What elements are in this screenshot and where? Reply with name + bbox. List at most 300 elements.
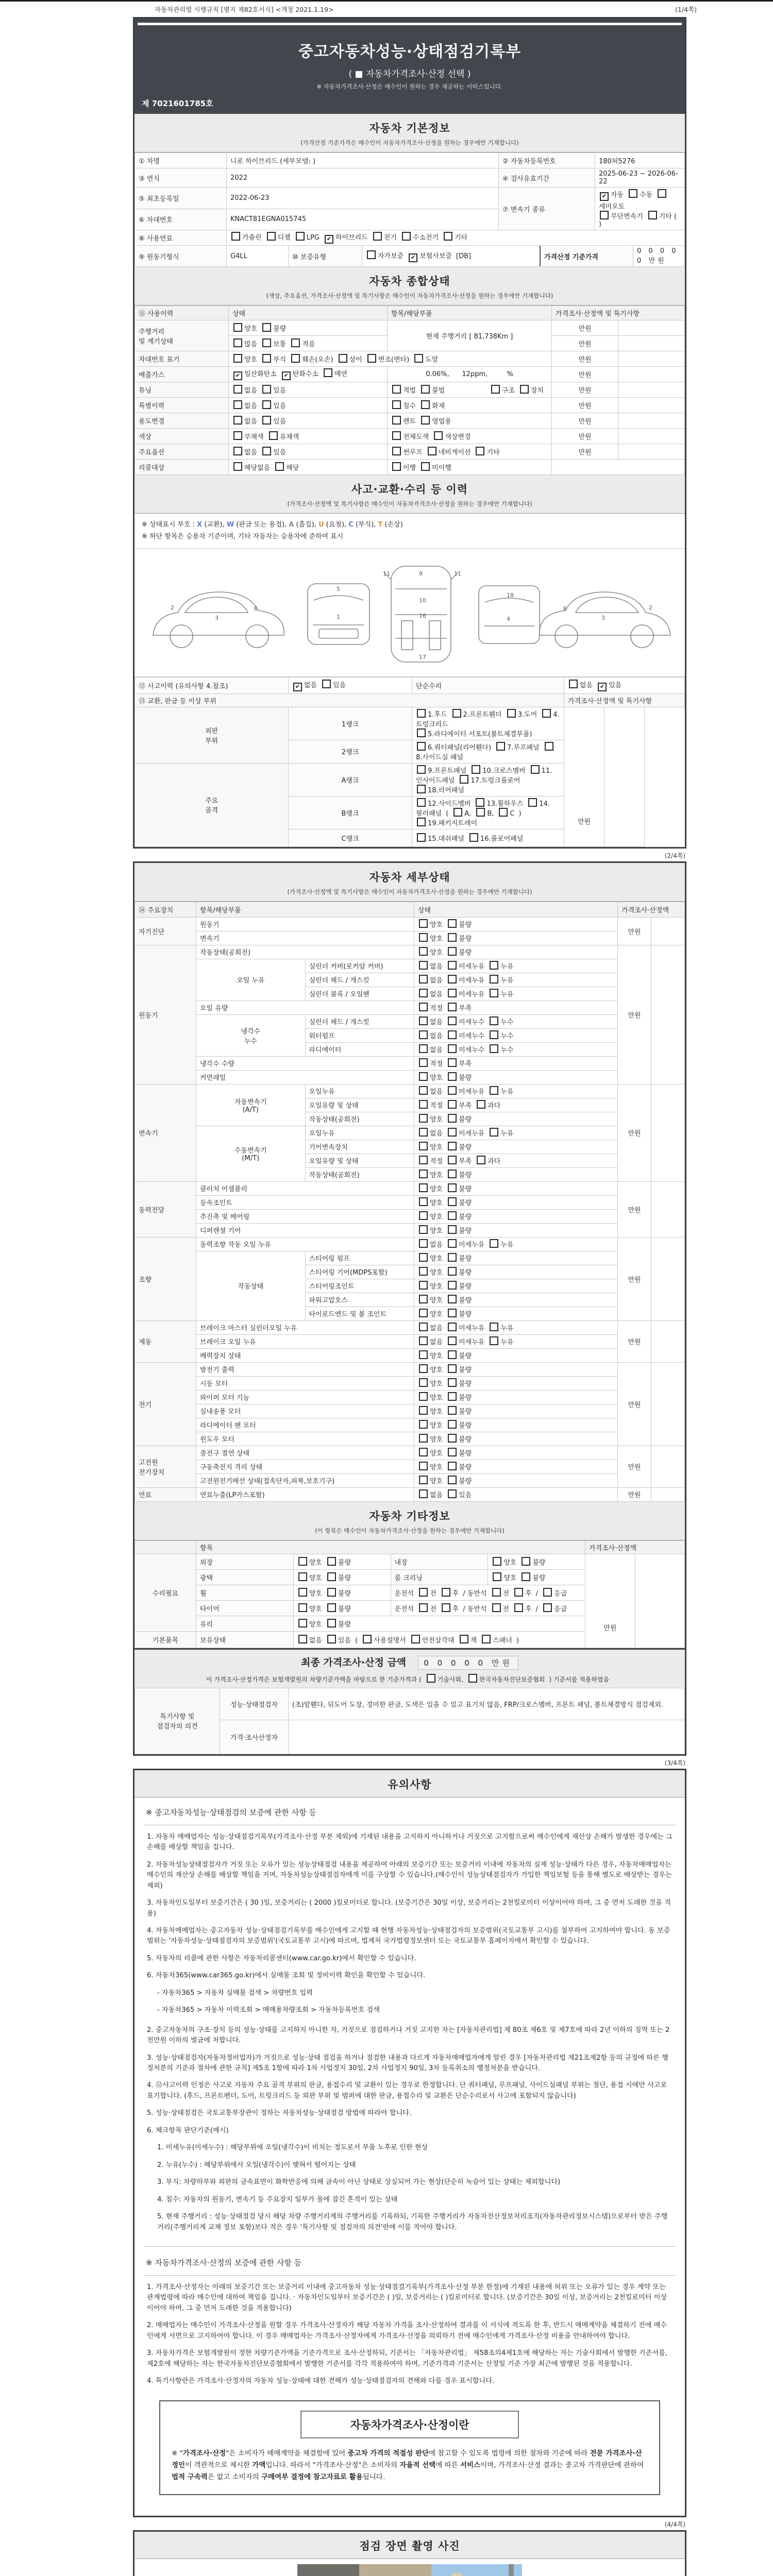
checkbox-5.라디에이터 서포트(볼트체결부품)[interactable]: [417, 728, 426, 737]
checkbox-없음[interactable]: [419, 961, 428, 970]
checkbox-영업용[interactable]: [421, 416, 430, 425]
checkbox-17.트렁크플로어[interactable]: [460, 775, 468, 784]
checkbox-구조[interactable]: [491, 385, 500, 394]
checkbox-7.루프패널[interactable]: [496, 742, 505, 751]
checkbox-8.사이드실 패널[interactable]: [545, 742, 553, 751]
checkbox-없음[interactable]: [233, 416, 242, 425]
checkbox-양호[interactable]: [419, 1420, 428, 1429]
checkbox-불량[interactable]: [448, 1072, 457, 1081]
checkbox-양호[interactable]: [419, 1364, 428, 1373]
checkbox-해당[interactable]: [275, 462, 284, 471]
checkbox-부족[interactable]: [448, 1100, 457, 1109]
table-cell: 가격조사·산정액: [585, 1540, 685, 1554]
checkbox-6.쿼터패널(리어휀다)[interactable]: [417, 742, 426, 751]
checkbox-일산화탄소[interactable]: ✔: [233, 371, 242, 380]
checkbox-양호[interactable]: [419, 1448, 428, 1456]
checkbox-과다[interactable]: [477, 1156, 485, 1164]
checkbox-전[interactable]: [419, 1588, 428, 1597]
notice-item: 4. 특기사항란은 가격조사·산정자의 자동차 성능·상태에 대한 견해가 성능·상태점검자의 견해와 다를 경우 표시합니다.: [147, 2377, 495, 2385]
checkbox-불량[interactable]: [262, 323, 271, 332]
checkbox-적법[interactable]: [392, 385, 401, 394]
checkbox-label: 없음: [430, 1130, 443, 1138]
table-cell: [412, 763, 564, 796]
table-cell: [388, 382, 552, 398]
checkbox-과다[interactable]: [477, 1100, 485, 1109]
final-price-band: [135, 1648, 685, 1688]
checkbox-양호[interactable]: [419, 933, 428, 942]
checkbox-양호[interactable]: [419, 1434, 428, 1443]
checkbox-9.프론트패널[interactable]: [417, 765, 426, 774]
checkbox-label: 미세누수: [459, 1032, 485, 1041]
checkbox-기타 ( )[interactable]: [648, 211, 657, 219]
checkbox-불법[interactable]: [421, 385, 430, 394]
checkbox-없음[interactable]: [419, 1489, 428, 1498]
checkbox-부족[interactable]: [448, 1156, 457, 1164]
checkbox-label: 3.도어: [517, 710, 537, 719]
legend-code-C: C: [348, 521, 354, 529]
checkbox-적정[interactable]: [419, 1100, 428, 1109]
checkbox-없음[interactable]: [419, 1086, 428, 1095]
checkbox-미세누유[interactable]: [448, 975, 457, 984]
legend-desc: (손상): [382, 521, 403, 529]
inline-text: 운전석: [394, 1605, 414, 1613]
checkbox-미세누유[interactable]: [448, 1239, 457, 1248]
checkbox-후[interactable]: [442, 1603, 450, 1612]
checkbox-양호[interactable]: [493, 1572, 501, 1581]
checkbox-label: 구조: [501, 387, 515, 395]
checkbox-누유[interactable]: [490, 975, 498, 984]
checkbox-불량[interactable]: [327, 1619, 336, 1628]
checkbox-하이브리드[interactable]: ✔: [325, 235, 333, 244]
checkbox-C[interactable]: [499, 808, 508, 817]
checkbox-label: 매연: [334, 370, 348, 378]
checkbox-불량[interactable]: [448, 1462, 457, 1470]
checkbox-없음[interactable]: [419, 1323, 428, 1331]
checkbox-불량[interactable]: [448, 1142, 457, 1150]
checkbox-미세누수[interactable]: [448, 1030, 457, 1039]
checkbox-있음[interactable]: [262, 400, 271, 409]
checkbox-미세누유[interactable]: [448, 961, 457, 970]
checkbox-label: 양호: [430, 1185, 443, 1194]
checkbox-없음[interactable]: [419, 975, 428, 984]
checkbox-label: 기타: [455, 234, 468, 242]
checkbox-색상변경[interactable]: [434, 431, 443, 440]
checkbox-12.사이드멤버[interactable]: [417, 798, 426, 807]
checkbox-미세누유[interactable]: [448, 1086, 457, 1095]
checkbox-없음[interactable]: [233, 400, 242, 409]
checkbox-없음[interactable]: [419, 1128, 428, 1137]
checkbox-없음[interactable]: [419, 1239, 428, 1248]
checkbox-label: 전: [502, 1605, 510, 1613]
checkbox-스패너[interactable]: [482, 1635, 491, 1643]
checkbox-있음[interactable]: [322, 680, 331, 688]
checkbox-전[interactable]: [419, 1603, 428, 1612]
checkbox-label: 렌트: [403, 418, 416, 426]
checkbox-도말[interactable]: [414, 354, 423, 363]
checkbox-양호[interactable]: [419, 1392, 428, 1401]
checkbox-불량[interactable]: [522, 1572, 530, 1581]
checkbox-불량[interactable]: [448, 1114, 457, 1123]
checkbox-매연[interactable]: [324, 368, 332, 377]
form-sheet: [133, 17, 686, 2576]
checkbox-사용설명서[interactable]: [363, 1635, 372, 1643]
checkbox-미세누유[interactable]: [448, 1128, 457, 1137]
price-survey-info-box: [159, 2400, 660, 2496]
table-cell: [414, 1376, 618, 1390]
table-cell: 차대번호 표기: [135, 351, 229, 367]
checkbox-불량[interactable]: [448, 1420, 457, 1429]
checkbox-15.대쉬패널[interactable]: [417, 833, 426, 842]
checkbox-있음[interactable]: [262, 416, 271, 425]
table-cell: 배력장치 상태: [196, 1348, 414, 1362]
checkbox-안전삼각대[interactable]: [411, 1635, 420, 1643]
checkbox-기타[interactable]: [444, 232, 452, 241]
checkbox-전기[interactable]: [373, 232, 382, 241]
law-note: 자동차관리법 시행규칙 [별지 제82호서식] <개정 2021.1.19>: [155, 6, 334, 13]
checkbox-후[interactable]: [514, 1603, 523, 1612]
checkbox-양호[interactable]: [419, 947, 428, 956]
checkbox-부족[interactable]: [448, 1058, 457, 1067]
checkbox-가솔린[interactable]: [231, 232, 240, 241]
checkbox-불량[interactable]: [448, 1225, 457, 1234]
checkbox-누수[interactable]: [490, 1044, 498, 1053]
checkbox-변조(변타)[interactable]: [367, 354, 376, 363]
checkbox-label: 미세누유: [459, 1338, 485, 1347]
checkbox-label: 양호: [503, 1574, 517, 1582]
checkbox-양호[interactable]: [298, 1603, 307, 1612]
checkbox-label: 적정: [430, 1060, 443, 1069]
checkbox-4.트렁크리드[interactable]: [542, 709, 551, 718]
checkbox-양호[interactable]: [419, 1309, 428, 1317]
checkbox-label: 양호: [430, 1074, 443, 1082]
table-cell: 가격·조사산정자: [220, 1720, 289, 1754]
checkbox-13.휠하우스[interactable]: [476, 798, 484, 807]
checkbox-label: 훼손(오손): [302, 356, 333, 364]
checkbox-없음[interactable]: [419, 1030, 428, 1039]
etc-info-table: [135, 1540, 685, 1648]
checkbox-양호[interactable]: [419, 1462, 428, 1470]
checkbox-양호[interactable]: [419, 1350, 428, 1359]
table-cell: 브레이크 마스터 실린더오일 누유: [196, 1320, 414, 1334]
checkbox-양호[interactable]: [419, 1197, 428, 1206]
table-cell: 성능·상태점검자: [220, 1688, 289, 1720]
table-cell: [414, 1195, 618, 1209]
checkbox-기타[interactable]: [476, 447, 484, 455]
checkbox-label: 불량: [459, 1213, 472, 1222]
checkbox-양호[interactable]: [419, 1295, 428, 1303]
checkbox-유채색[interactable]: [269, 431, 278, 440]
checkbox-불량[interactable]: [448, 1253, 457, 1262]
checkbox-세미오토[interactable]: [658, 189, 666, 198]
checkbox-부족[interactable]: [448, 1003, 457, 1011]
checkbox-불량[interactable]: [448, 919, 457, 928]
checkbox-양호[interactable]: [298, 1588, 307, 1597]
checkbox-label: 양호: [244, 325, 258, 333]
checkbox-수동[interactable]: [629, 189, 637, 198]
checkbox-label: 응급: [554, 1589, 567, 1598]
title-banner: [135, 19, 685, 114]
checkbox-누유[interactable]: [490, 1336, 498, 1345]
section-title: 자동차 기타정보: [369, 1510, 450, 1522]
checkbox-양호[interactable]: [419, 1253, 428, 1262]
table-cell: [414, 1473, 618, 1487]
checkbox-불량[interactable]: [448, 1295, 457, 1303]
checkbox-부식[interactable]: [262, 354, 271, 363]
checkbox-없음[interactable]: [298, 1635, 307, 1643]
checkbox-label: 해당없음: [244, 464, 271, 472]
checkbox-미이행[interactable]: [421, 462, 430, 471]
checkbox-무채색[interactable]: [233, 431, 242, 440]
checkbox-디젤[interactable]: [267, 232, 276, 241]
checkbox-양호[interactable]: [419, 1378, 428, 1387]
checkbox-양호[interactable]: [298, 1619, 307, 1628]
checkbox-label: 과다: [488, 1102, 501, 1110]
checkbox-양호[interactable]: [419, 1114, 428, 1123]
checkbox-훼손(오손)[interactable]: [291, 354, 300, 363]
checkbox-불량[interactable]: [448, 1309, 457, 1317]
checkbox-불량[interactable]: [448, 1406, 457, 1415]
checkbox-양호[interactable]: [298, 1572, 307, 1581]
checkbox-label: 미이행: [432, 464, 451, 472]
checkbox-없음[interactable]: [419, 989, 428, 997]
checkbox-있음[interactable]: [262, 385, 271, 394]
checkbox-없음[interactable]: ✔: [293, 683, 302, 691]
checkbox-A,[interactable]: [453, 808, 462, 817]
checkbox-누유[interactable]: [490, 1128, 498, 1137]
checkbox-양호[interactable]: [233, 354, 242, 363]
checkbox-B,[interactable]: [476, 808, 485, 817]
checkbox-자동[interactable]: ✔: [600, 192, 609, 201]
checkbox-label: 누수: [500, 1019, 514, 1027]
checkbox-자가보증[interactable]: [367, 250, 376, 259]
checkbox-양호[interactable]: [419, 1142, 428, 1150]
checkbox-불량[interactable]: [448, 1183, 457, 1192]
checkbox-미세누유[interactable]: [448, 1336, 457, 1345]
checkbox-label: 후: [452, 1589, 459, 1598]
checkbox-양호[interactable]: [419, 1183, 428, 1192]
table-cell: 룸 크리닝: [391, 1569, 488, 1585]
checkbox-불량[interactable]: [448, 933, 457, 942]
checkbox-불량[interactable]: [448, 1281, 457, 1290]
notice-item: 1. 자동차 매매업자는 성능·상태점검기록부(가격조사·산정 부분 제외)에 기재된 내용을 고지하지 아니하거나 거짓으로 고지함으로써 매수인에게 재산상 손해가 발생한 경우에는 그 손해를 배상할 책임을 집니다.: [147, 1833, 673, 1852]
checkbox-누유[interactable]: [490, 989, 498, 997]
checkbox-불량[interactable]: [448, 1267, 457, 1276]
checkbox-16.플로어패널[interactable]: [469, 833, 478, 842]
checkbox-양호[interactable]: [419, 1225, 428, 1234]
checkbox-불량[interactable]: [448, 1434, 457, 1443]
checkbox-장치[interactable]: [520, 385, 529, 394]
checkbox-양호[interactable]: [493, 1557, 501, 1566]
checkbox-양호[interactable]: [419, 1281, 428, 1290]
checkbox-불량[interactable]: [448, 1197, 457, 1206]
checkbox-없음[interactable]: [419, 1016, 428, 1025]
checkbox-렌트[interactable]: [392, 416, 401, 425]
table-cell: 만원: [552, 351, 618, 367]
table-cell: 원동기: [196, 917, 414, 931]
checkbox-없음[interactable]: [419, 1336, 428, 1345]
checkbox-label: 미세누수: [459, 1019, 485, 1027]
checkbox-양호[interactable]: [419, 1211, 428, 1220]
table-cell: ③ 연식: [135, 168, 227, 188]
checkbox-불량[interactable]: [448, 1476, 457, 1484]
checkbox-양호[interactable]: [233, 323, 242, 332]
checkbox-미세누유[interactable]: [448, 1323, 457, 1331]
comprehensive-state: [135, 306, 685, 475]
checkbox-3.도어[interactable]: [507, 709, 516, 718]
checkbox-불량[interactable]: [327, 1603, 336, 1612]
table-cell: 추진축 및 베어링: [196, 1209, 414, 1223]
checkbox-썬루프[interactable]: [392, 447, 401, 455]
checkbox-14.필러패널[interactable]: [528, 798, 537, 807]
checkbox-label: 색상변경: [445, 433, 471, 441]
checkbox-label: 불량: [459, 1074, 472, 1082]
checkbox-18.리어패널[interactable]: [417, 785, 426, 793]
checkbox-잭[interactable]: [460, 1635, 468, 1643]
checkbox-적정[interactable]: [419, 1003, 428, 1011]
table-cell: KNACT81EGNA015745: [227, 209, 499, 230]
checkbox-불량[interactable]: [448, 1448, 457, 1456]
table-cell: [414, 1320, 618, 1334]
checkbox-네비게이션[interactable]: [428, 447, 436, 455]
checkbox-없음[interactable]: [233, 385, 242, 394]
checkbox-상이[interactable]: [339, 354, 347, 363]
checkbox-불량[interactable]: [327, 1588, 336, 1597]
checkbox-1.후드[interactable]: [417, 709, 426, 718]
checkbox-있음[interactable]: [262, 447, 271, 455]
checkbox-있음[interactable]: ✔: [598, 683, 607, 691]
checkbox-화재[interactable]: [421, 400, 430, 409]
checkbox-불량[interactable]: [448, 1350, 457, 1359]
checkbox-양호[interactable]: [419, 919, 428, 928]
checkbox-11.인사이드패널[interactable]: [531, 765, 540, 774]
checkbox-양호[interactable]: [298, 1557, 307, 1566]
checkbox-있음[interactable]: [327, 1635, 336, 1643]
table-cell: [414, 931, 618, 945]
notice-item: 2. 중고자동차의 구조·장치 등의 성능·상태를 고지하지 아니한 자, 거짓으로 점검하거나 거짓 고지한 자는 [자동차관리법] 제 80조 제6호 및 제7호에 따라 2년 이하의 징역 또는 2천만원 이하의 벌금에 처합니다.: [147, 2026, 670, 2045]
checkbox-label: 양호: [430, 1478, 443, 1486]
checkbox-누유[interactable]: [490, 1323, 498, 1331]
form-subtitle: ( ■ 자동차가격조사·산정 선택 ): [348, 69, 471, 79]
checkbox-불량[interactable]: [448, 1378, 457, 1387]
checkbox-label: 유채색: [279, 433, 299, 441]
checkbox-양호[interactable]: [419, 1072, 428, 1081]
checkbox-많음[interactable]: [233, 338, 242, 347]
table-cell: [414, 1487, 618, 1501]
checkbox-적음[interactable]: [291, 338, 300, 347]
checkbox-LPG[interactable]: [296, 232, 305, 241]
checkbox-기술사회,[interactable]: [427, 1674, 435, 1683]
checkbox-적정[interactable]: [419, 1156, 428, 1164]
checkbox-불량[interactable]: [448, 1364, 457, 1373]
checkbox-침수[interactable]: [392, 400, 401, 409]
notice-item: - 자동차365 > 자동차 실매물 검색 > 차량번호 입력: [157, 1989, 313, 1997]
checkbox-후[interactable]: [442, 1588, 450, 1597]
checkbox-19.패키지트레이[interactable]: [417, 818, 426, 826]
checkbox-불량[interactable]: [522, 1557, 530, 1566]
checkbox-적정[interactable]: [419, 1058, 428, 1067]
checkbox-10.크로스멤버[interactable]: [472, 765, 480, 774]
table-cell: ① 차명: [135, 153, 227, 168]
checkbox-응급[interactable]: [543, 1603, 552, 1612]
table-cell: [414, 1209, 618, 1223]
checkbox-무단변속기[interactable]: [600, 211, 609, 219]
checkbox-없음[interactable]: [419, 1044, 428, 1053]
inline-text: ): [518, 809, 522, 818]
table-cell: 만원: [564, 707, 604, 846]
checkbox-있음[interactable]: [448, 1489, 457, 1498]
checkbox-탄화수소[interactable]: ✔: [282, 371, 291, 380]
table-cell: [414, 1001, 618, 1014]
checkbox-해당없음[interactable]: [233, 462, 242, 471]
checkbox-누수[interactable]: [490, 1016, 498, 1025]
checkbox-전체도색[interactable]: [392, 431, 401, 440]
table-cell: 작동상태(공회전): [305, 1167, 414, 1181]
svg-text:3: 3: [601, 614, 605, 621]
checkbox-없음[interactable]: [233, 447, 242, 455]
checkbox-전[interactable]: [492, 1588, 501, 1597]
checkbox-label: 불량: [459, 1422, 472, 1430]
checkbox-불량[interactable]: [448, 947, 457, 956]
checkbox-누유[interactable]: [490, 961, 498, 970]
checkbox-누유[interactable]: [490, 1086, 498, 1095]
checkbox-불량[interactable]: [448, 1392, 457, 1401]
table-cell: [618, 367, 685, 382]
checkbox-양호[interactable]: [419, 1406, 428, 1415]
checkbox-한국자동차진단보증협회[interactable]: [468, 1674, 477, 1683]
checkbox-2.프론트휀더[interactable]: [452, 709, 461, 718]
checkbox-불량[interactable]: [327, 1557, 336, 1566]
table-cell: [414, 1084, 618, 1098]
checkbox-누유[interactable]: [490, 1239, 498, 1248]
checkbox-보험사보증[interactable]: ✔: [409, 253, 417, 262]
checkbox-불량[interactable]: [448, 1211, 457, 1220]
checkbox-전[interactable]: [492, 1603, 501, 1612]
table-cell: [293, 1616, 585, 1631]
checkbox-양호[interactable]: [419, 1267, 428, 1276]
checkbox-수소전기[interactable]: [402, 232, 411, 241]
table-cell: 파워고압호스: [305, 1293, 414, 1307]
checkbox-불량[interactable]: [448, 1170, 457, 1178]
checkbox-label: 양호: [430, 1380, 443, 1388]
checkbox-후[interactable]: [514, 1588, 523, 1597]
table-cell: [414, 1167, 618, 1181]
checkbox-불량[interactable]: [327, 1572, 336, 1581]
notice-item: 5. 현재 주행거리 : 성능·상태점검 당시 해당 차량 주행거리계의 주행거리를 기록하되, 기록한 주행거리가 자동차전산정보처리조직(자동차관리정보시스템)으로부터 받은 주행거리(주행거리계 교체 정보 포함)보다 적은 경우 '특기사항 및 점검자의 의견'란에 이를 적어야 합니다.: [157, 2213, 668, 2231]
svg-text:10: 10: [419, 597, 426, 604]
table-cell: 발전기 출력: [196, 1362, 414, 1376]
checkbox-없음[interactable]: [569, 680, 578, 688]
checkbox-누수[interactable]: [490, 1030, 498, 1039]
table-cell: [412, 740, 564, 763]
checkbox-미세누수[interactable]: [448, 1016, 457, 1025]
comprehensive-state-table: [135, 306, 685, 475]
checkbox-응급[interactable]: [543, 1588, 552, 1597]
checkbox-label: 양호: [503, 1558, 517, 1567]
table-cell: [391, 1600, 585, 1616]
table-cell: [388, 413, 552, 429]
checkbox-미세누수[interactable]: [448, 1044, 457, 1053]
checkbox-이행[interactable]: [392, 462, 401, 471]
table-cell: 특별이력: [135, 398, 229, 413]
table-cell: 라디에이터: [305, 1042, 414, 1056]
checkbox-양호[interactable]: [419, 1476, 428, 1484]
checkbox-미세누유[interactable]: [448, 989, 457, 997]
checkbox-양호[interactable]: [419, 1170, 428, 1178]
table-cell: 만원: [552, 367, 618, 382]
table-cell: 만원: [618, 1487, 651, 1501]
notice-item: - 자동차365 > 자동차 이력조회 > 매매용차량조회 > 자동차등록번호 검색: [157, 2006, 380, 2014]
checkbox-보통[interactable]: [262, 338, 271, 347]
